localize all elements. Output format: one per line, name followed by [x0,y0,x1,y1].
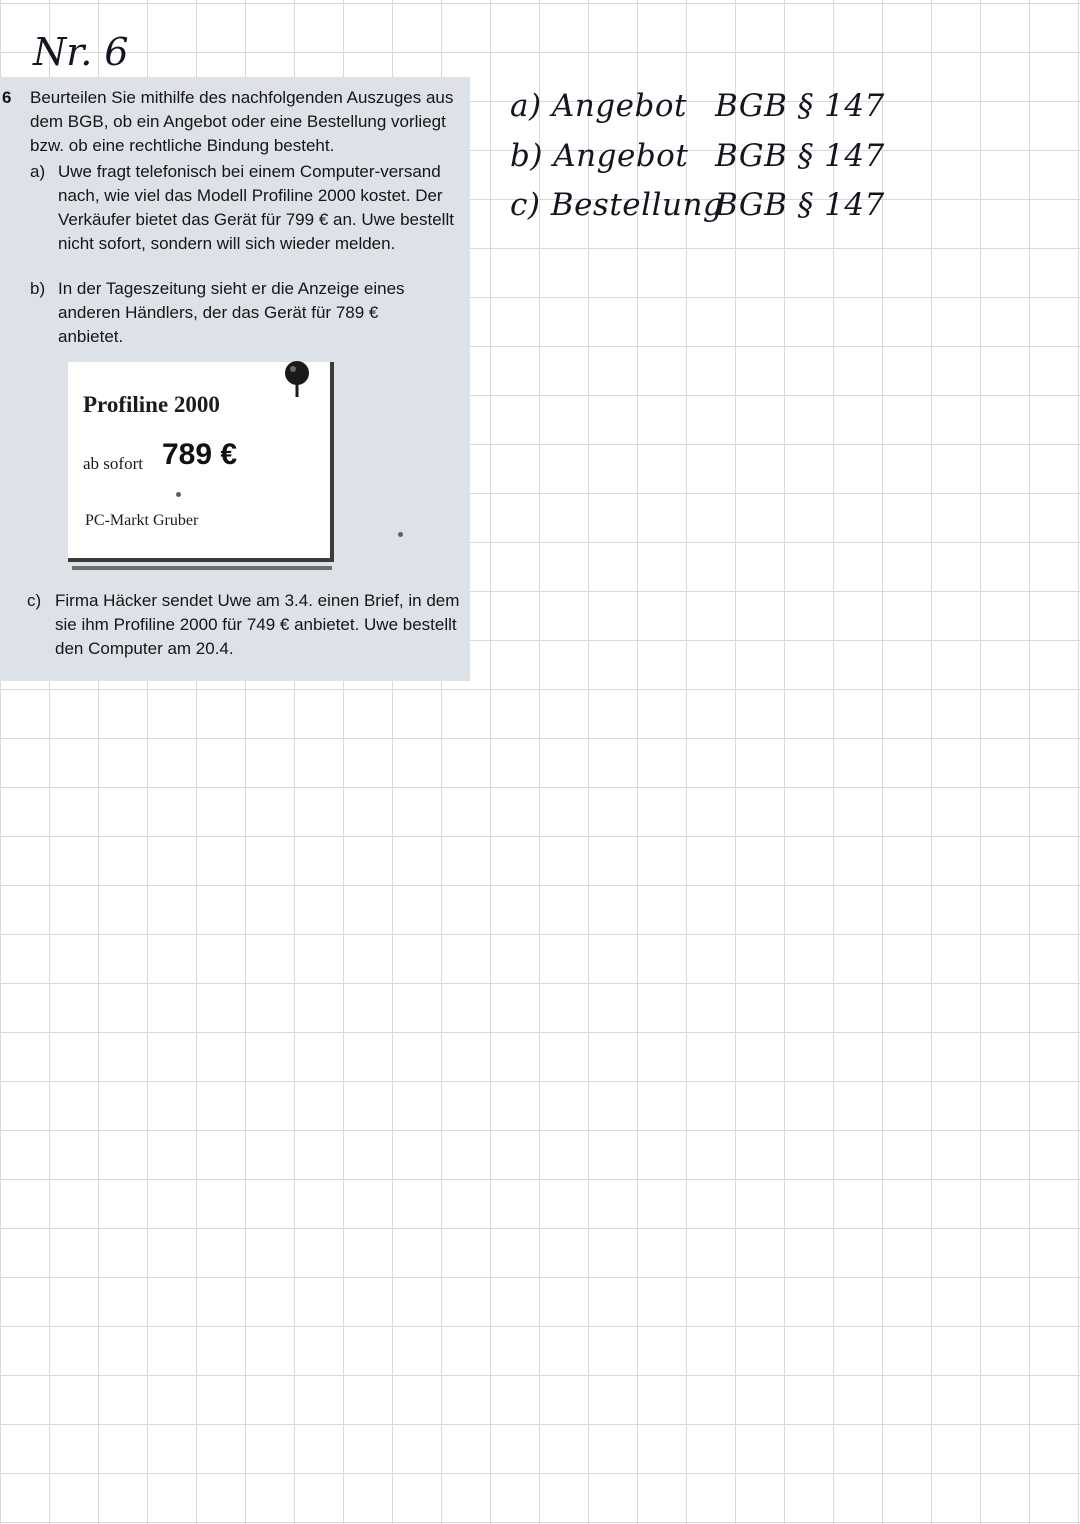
dot-icon [398,532,403,537]
answer-b [510,138,885,174]
task-number: 6 [2,88,12,107]
answer-b-label: b) Angebot [510,138,689,174]
dot-icon [176,492,181,497]
answer-a-ref: BGB § 147 [715,88,885,124]
answer-c [510,187,885,223]
part-a-letter: a) [30,162,46,181]
ad-shop: PC-Markt Gruber [85,512,199,529]
ad-shadow [72,566,332,570]
answer-b-ref: BGB § 147 [715,138,885,174]
part-c-letter: c) [27,591,42,610]
ad-availability: ab sofort [83,454,143,473]
answer-a [510,88,885,124]
ad-price: 789 € [162,438,238,471]
pushpin-icon [280,359,314,399]
task-intro: Beurteilen Sie mithilfe des nachfolgenden Auszuges aus dem BGB, ob ein Angebot oder eine Bestellung vorliegt bzw. ob eine rechtliche Bindung besteht. [30,88,454,155]
notes-heading: Nr. 6 [33,30,129,74]
answer-c-ref: BGB § 147 [715,187,885,223]
answer-c-label: c) Bestellung [510,187,724,223]
part-c-text: Firma Häcker sendet Uwe am 3.4. einen Brief, in dem sie ihm Profiline 2000 für 749 € anbietet. Uwe bestellt den Computer am 20.4. [55,591,460,658]
part-a-text: Uwe fragt telefonisch bei einem Computer-versand nach, wie viel das Modell Profiline 2000 kostet. Der Verkäufer bietet das Gerät für 799 € an. Uwe bestellt nicht sofort, sondern will sich wieder melden. [58,162,454,253]
textbook-clipping [0,77,470,681]
answer-a-label: a) Angebot [510,88,687,124]
ad-title: Profiline 2000 [83,392,220,417]
part-b-text: In der Tageszeitung sieht er die Anzeige eines anderen Händlers, der das Gerät für 789 € anbietet. [58,279,405,346]
part-b-letter: b) [30,279,46,298]
